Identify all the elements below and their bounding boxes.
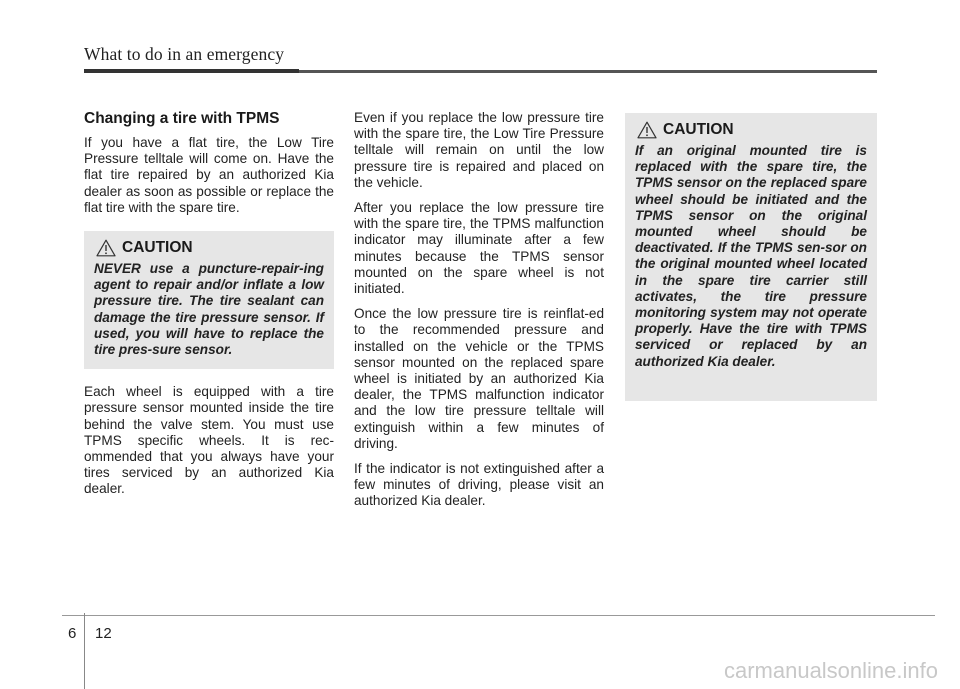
section-heading: Changing a tire with TPMS xyxy=(84,110,280,127)
left-column xyxy=(84,110,334,507)
right-column xyxy=(625,113,875,401)
page-number: 12 xyxy=(95,625,112,642)
caution-box-sealant xyxy=(84,231,334,369)
sensor-paragraph: Each wheel is equipped with a tire pressure sensor mounted inside the tire behind the valve stem. You must use TPMS specific wheels. It is rec-ommended that you always have your tires serviced by an authorized Kia dealer. xyxy=(84,384,334,497)
chapter-number: 6 xyxy=(68,625,77,642)
caution-label: CAUTION xyxy=(663,121,734,138)
warning-triangle-icon xyxy=(96,239,116,257)
intro-paragraph: If you have a flat tire, the Low Tire Pressure telltale will come on. Have the flat tire repaired by an authorized Kia dealer as soon as possible or replace the flat tire with the spare tire. xyxy=(84,135,334,215)
watermark: carmanualsonline.info xyxy=(723,658,938,683)
warning-triangle-icon xyxy=(637,121,657,139)
footer-divider xyxy=(62,615,935,616)
caution-text: NEVER use a puncture-repair-ing agent to repair and/or inflate a low pressure tire. The tire sealant can damage the tire pressure sensor. If used, you will have to replace the tire pres-sure sensor. xyxy=(94,261,324,358)
caution-header xyxy=(94,239,324,257)
body-paragraph-1: Even if you replace the low pressure tire with the spare tire, the Low Tire Pressure telltale will remain on until the low pressure tire is repaired and placed on the vehicle. xyxy=(354,110,604,190)
caution-text: If an original mounted tire is replaced with the spare tire, the TPMS sensor on the replaced spare wheel should be initiated and the TPMS sensor on the original mounted wheel should be deactivated. If the TPMS sen-sor on the original mounted wheel located in the spare tire carrier still activates, the tire pressure monitoring system may not operate properly. Have the tire with TPMS serviced or replaced by an authorized Kia dealer. xyxy=(635,143,867,369)
page-header-title: What to do in an emergency xyxy=(84,44,285,64)
footer-vertical-divider xyxy=(84,613,85,689)
caution-box-spare-tire xyxy=(625,113,877,401)
body-paragraph-3: Once the low pressure tire is reinflat-ed to the recommended pressure and installed on the vehicle or the TPMS sensor mounted on the replaced spare wheel is initiated by an authorized Kia dealer, the TPMS malfunction indicator and the low tire pressure telltale will extinguish within a few minutes of driving. xyxy=(354,306,604,451)
middle-column xyxy=(354,110,604,519)
caution-header xyxy=(635,121,867,139)
header-divider-accent xyxy=(84,69,299,73)
body-paragraph-4: If the indicator is not extinguished after a few minutes of driving, please visit an authorized Kia dealer. xyxy=(354,461,604,509)
body-paragraph-2: After you replace the low pressure tire with the spare tire, the TPMS malfunction indicator may illuminate after a few minutes because the TPMS sensor mounted on the spare wheel is not initiated. xyxy=(354,200,604,297)
caution-label: CAUTION xyxy=(122,239,193,257)
